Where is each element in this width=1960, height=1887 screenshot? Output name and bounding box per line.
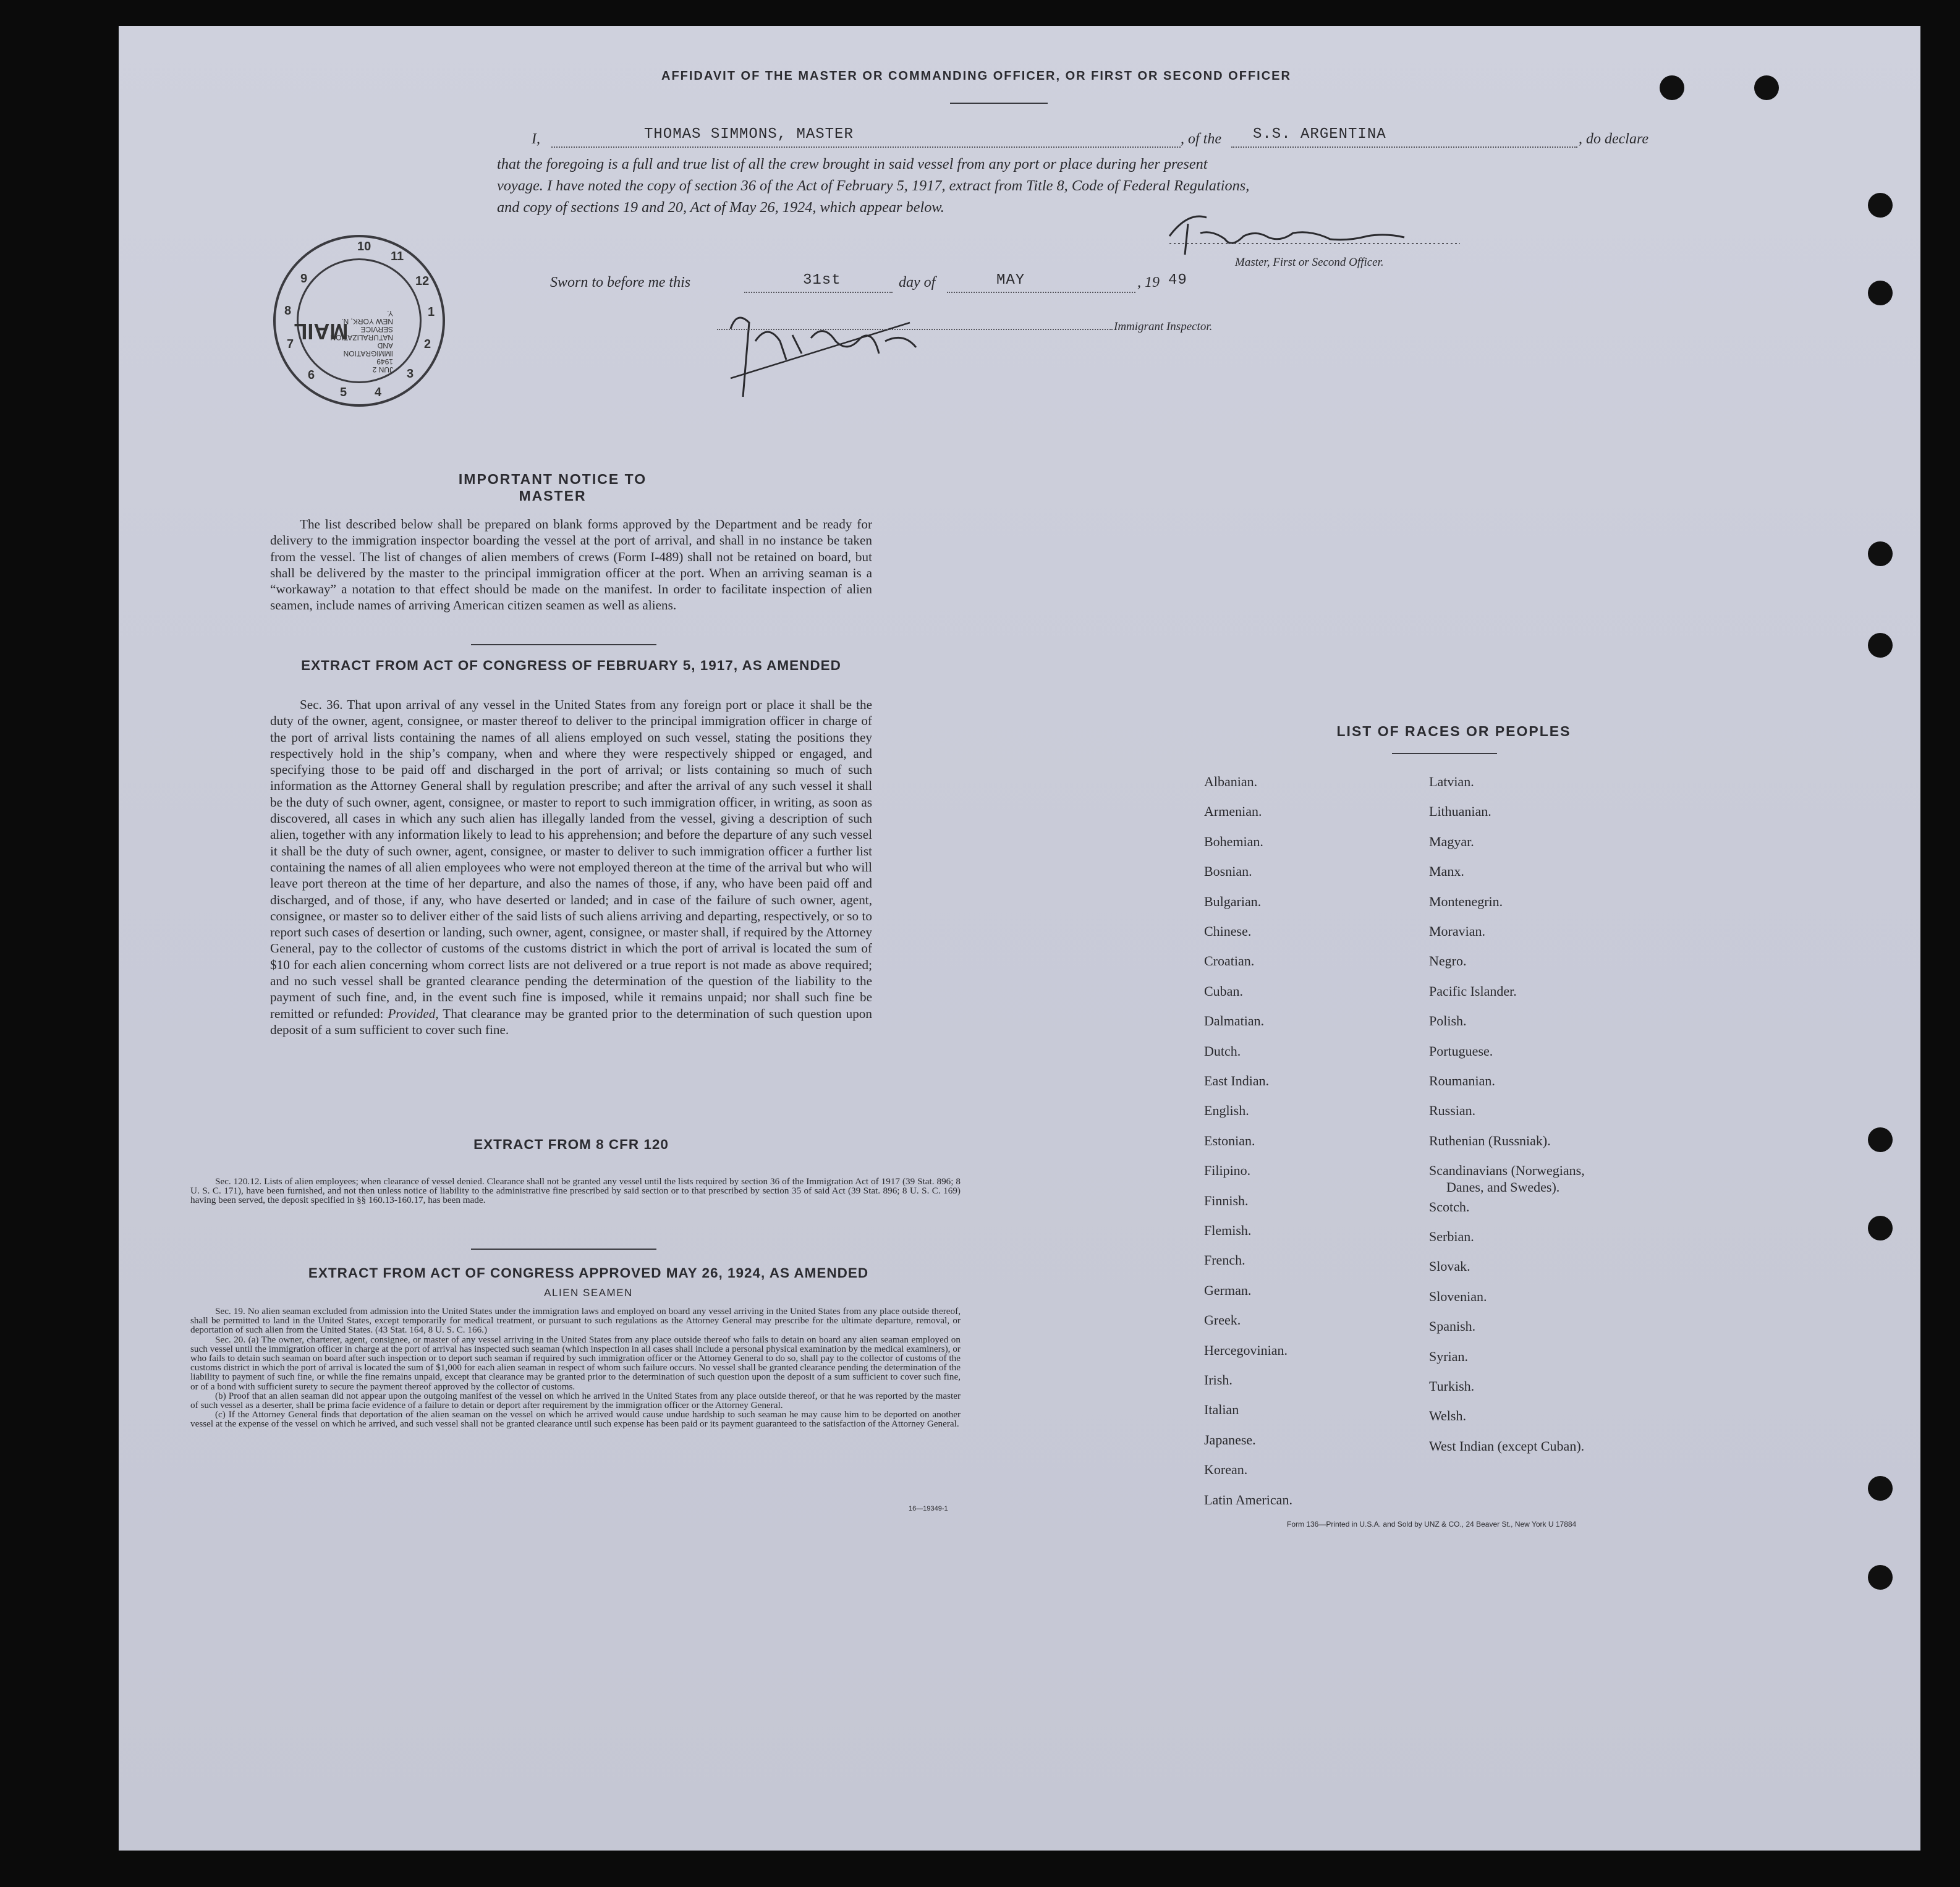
sec36-provided: Provided, [388, 1006, 439, 1021]
stamp-ring-number: 5 [340, 386, 347, 399]
sworn-label: Sworn to before me this [550, 274, 691, 290]
master-name-line [551, 146, 1181, 148]
race-item: Pacific Islander. [1429, 983, 1517, 999]
notice-body [270, 516, 872, 614]
stamp-ring-number: 6 [308, 368, 315, 382]
race-item: Serbian. [1429, 1229, 1474, 1244]
notice-divider [471, 644, 656, 645]
notice-text: The list described below shall be prepared on blank forms approved by the Department and be ready for delivery to the immigration inspector boarding the vessel at the port of arrival, and shall in no instance be taken from the vessel. The list of changes of alien members of crews (Form I-489) shall not be retained on board, but shall be delivered by the master to the principal immigration officer at the port. When an arriving seaman is a “workaway” a notation to that effect should be made on the manifest. In order to facilitate inspection of alien seamen, include names of arriving American citizen seamen as well as aliens. [270, 517, 872, 613]
race-item: Russian. [1429, 1103, 1476, 1119]
punch-hole [1868, 193, 1893, 218]
cfr-body [190, 1177, 961, 1205]
sworn-month: MAY [996, 272, 1025, 289]
extract1924-subtitle: ALIEN SEAMEN [544, 1287, 633, 1299]
extract1924-code: 16—19349-1 [909, 1505, 948, 1512]
stamp-ring-number: 2 [424, 337, 431, 351]
stamp-ring-number: 7 [287, 337, 294, 351]
do-declare-label: , do declare [1579, 131, 1649, 147]
extract1924-body [190, 1307, 961, 1429]
stamp-mail-text: MAIL [294, 318, 349, 344]
affidavit-statement-1: that the foregoing is a full and true list of all the crew brought in said vessel from any port or place during her present [497, 156, 1208, 172]
race-item: Filipino. [1204, 1163, 1251, 1179]
race-item: Croatian. [1204, 953, 1255, 969]
punch-hole [1868, 1216, 1893, 1240]
sec20b-text: (b) Proof that an alien seaman did not appear upon the outgoing manifest of the vessel on which he arrived in the United States from any place outside thereof, or that he was reported by the master of such vessel as a deserter, shall be prima facie evidence of a failure to detain or deport after requirement by the immigration officer or the Attorney General. [190, 1390, 961, 1411]
inspector-signature-graphic [694, 286, 1040, 403]
sworn-day: 31st [803, 272, 841, 289]
vessel-name: S.S. ARGENTINA [1253, 126, 1386, 143]
race-item: East Indian. [1204, 1073, 1270, 1088]
race-item: Slovak. [1429, 1258, 1470, 1274]
race-item: Dalmatian. [1204, 1013, 1265, 1029]
punch-hole [1868, 541, 1893, 566]
master-signature-caption: Master, First or Second Officer. [1235, 256, 1384, 269]
race-item: Finnish. [1204, 1192, 1249, 1208]
race-item: Scandinavians (Norwegians, [1429, 1163, 1585, 1179]
race-item: Italian [1204, 1402, 1239, 1418]
title-underline [950, 103, 1048, 104]
mail-stamp [273, 235, 445, 407]
inspector-caption: Immigrant Inspector. [1114, 320, 1213, 333]
extract1924-title: EXTRACT FROM ACT OF CONGRESS APPROVED MAY 26, 1924, AS AMENDED [308, 1265, 869, 1281]
stamp-ring-number: 12 [415, 274, 430, 288]
master-name: THOMAS SIMMONS, MASTER [644, 126, 854, 143]
inspector-line [717, 329, 1113, 330]
cfr-text: Sec. 120.12. Lists of alien employees; when clearance of vessel denied. Clearance shall not be granted any vessel until the lists required by section 36 of the Immigration Act of 1917 (39 Stat. 896; 8 U. S. C. 171), have been furnished, and not then unless notice of liability to the administrative fine prescribed by said section or to that prescribed by section 35 of said Act (39 Stat. 896; 8 U. S. C. 169) having been served, the deposit specified in §§ 160.13-160.17, has been made. [190, 1176, 961, 1206]
race-item: Bulgarian. [1204, 893, 1262, 909]
race-item: Cuban. [1204, 983, 1243, 999]
affidavit-statement-2: voyage. I have noted the copy of section 36 of the Act of February 5, 1917, extract from Title 8, Code of Federal Regulations, [497, 177, 1250, 194]
extract1917-body [270, 697, 872, 1038]
punch-hole [1868, 281, 1893, 305]
race-item: Slovenian. [1429, 1288, 1487, 1304]
race-item: Manx. [1429, 863, 1464, 880]
affidavit-statement-3: and copy of sections 19 and 20, Act of May 26, 1924, which appear below. [497, 199, 944, 216]
race-item: Greek. [1204, 1312, 1241, 1328]
stamp-ring-number: 9 [300, 272, 308, 286]
race-item: Roumanian. [1429, 1073, 1495, 1088]
races-title: LIST OF RACES OR PEOPLES [1336, 723, 1571, 739]
race-item: Magyar. [1429, 833, 1474, 849]
race-item: Welsh. [1429, 1408, 1466, 1424]
race-item: Armenian. [1204, 804, 1262, 820]
cfr-divider [471, 1249, 656, 1250]
punch-hole [1868, 1565, 1893, 1590]
day-of-label: day of [899, 274, 936, 290]
stamp-line: SERVICE [360, 325, 393, 334]
master-signature-graphic [1163, 205, 1460, 261]
race-item: Syrian. [1429, 1348, 1468, 1364]
stamp-ring-number: 8 [284, 304, 292, 318]
race-item: German. [1204, 1282, 1252, 1298]
i-label: I, [532, 131, 540, 147]
race-item: Moravian. [1429, 923, 1486, 939]
stamp-line: JUN 2 [372, 365, 393, 374]
race-item: Hercegovinian. [1204, 1342, 1288, 1358]
year-prefix: , 19 [1137, 274, 1160, 290]
race-item: Dutch. [1204, 1043, 1241, 1059]
stamp-ring-number: 10 [357, 240, 371, 253]
stamp-inner-text [330, 268, 393, 374]
race-item: Spanish. [1429, 1318, 1476, 1334]
punch-hole [1868, 633, 1893, 658]
inspector-signature [694, 286, 1040, 403]
race-item: French. [1204, 1252, 1245, 1268]
race-item: Latin American. [1204, 1491, 1292, 1507]
punch-hole [1868, 1476, 1893, 1501]
sec36-text [270, 697, 872, 1038]
extract1917-title: EXTRACT FROM ACT OF CONGRESS OF FEBRUARY 5, 1917, AS AMENDED [301, 658, 841, 673]
document-page [119, 26, 1920, 1851]
race-item: Lithuanian. [1429, 804, 1491, 820]
sec36-main: Sec. 36. That upon arrival of any vessel in the United States from any foreign port or place it shall be the duty of the owner, agent, consignee, or master thereof to deliver to the principal immigration officer in charge of the port of arrival lists containing the names of all aliens employed on such vessel, stating the positions they respectively hold in the ship’s company, when and where they were respectively shipped or engaged, and specifying those to be paid off and discharged in the port of arrival; or lists containing so much of such information as the Attorney General shall by regulation prescribe; and after the arrival of any such vessel it shall be the duty of such owner, agent, consignee, or master to report to such immigration officer, in writing, as soon as discovered, all cases in which any such alien has illegally landed from the vessel, giving a description of such alien, together with any information likely to lead to his apprehension; and before the departure of any such vessel it shall be the duty of such owner, agent, consignee, or master to deliver to such immigration officer a further list containing the names of all alien employees who were not employed thereon at the time of the arrival but who will leave port thereon at the time of her departure, and also the names of those, if any, who have been paid off and discharged, and of those, if any, who have deserted or landed; and in case of the failure of such owner, agent, consignee, or master so to deliver either of the said lists of such aliens arriving and departing, respectively, or so to report such cases of desertion or landing, such owner, agent, consignee, or master shall, if required by the Attorney General, pay to the collector of customs of the customs district in which the port of arrival is located the sum of $10 for each alien concerning whom correct lists are not delivered or a true report is not made as above required; and no such vessel shall be granted clearance pending the determination of the question of the liability to the payment of such fine, and, in the event such fine is imposed, while it remains unpaid; nor shall such fine be remitted or refunded: [270, 697, 872, 1021]
race-item: Bosnian. [1204, 863, 1252, 880]
race-item: Montenegrin. [1429, 893, 1503, 909]
race-item: West Indian (except Cuban). [1429, 1438, 1585, 1454]
race-item: Korean. [1204, 1462, 1248, 1478]
affidavit-title: AFFIDAVIT OF THE MASTER OR COMMANDING OFFICER, OR FIRST OR SECOND OFFICER [661, 69, 1291, 83]
cfr-title: EXTRACT FROM 8 CFR 120 [473, 1137, 669, 1152]
race-item: Negro. [1429, 953, 1467, 969]
stamp-ring-number: 3 [407, 367, 414, 381]
race-item: Turkish. [1429, 1378, 1475, 1394]
race-item: English. [1204, 1103, 1249, 1119]
race-item: Japanese. [1204, 1431, 1256, 1448]
race-item: Latvian. [1429, 774, 1474, 789]
stamp-ring-number: 4 [375, 386, 382, 399]
year-suffix: 49 [1168, 272, 1187, 289]
punch-hole [1660, 75, 1684, 100]
stamp-line: 1949 [376, 357, 393, 366]
sec19-text: Sec. 19. No alien seaman excluded from admission into the United States under the immigration laws and employed on board any vessel arriving in the United States from any place outside thereof, shall be permitted to land in the United States, except temporarily for medical treatment, or pursuant to such regulations as the Attorney General may prescribe for the ultimate departure, removal, or deportation of such alien from the United States. (43 Stat. 164, 8 U. S. C. 166.) [190, 1306, 961, 1336]
vessel-name-line [1231, 146, 1577, 148]
sec36-tail: That clearance may be granted prior to the determination of such question upon deposit of a sum sufficient to cover such fine. [270, 1006, 872, 1037]
stamp-ring-number: 11 [391, 250, 404, 263]
race-item: Scotch. [1429, 1198, 1470, 1215]
race-item: Irish. [1204, 1372, 1232, 1388]
punch-hole [1868, 1127, 1893, 1152]
printer-footer: Form 136—Printed in U.S.A. and Sold by UNZ & CO., 24 Beaver St., New York U 17884 [1287, 1520, 1577, 1529]
race-item: Danes, and Swedes). [1446, 1179, 1560, 1195]
race-item: Albanian. [1204, 774, 1258, 789]
race-item: Polish. [1429, 1013, 1467, 1029]
stamp-line: NATURALIZATION [330, 333, 393, 342]
race-item: Flemish. [1204, 1223, 1252, 1238]
race-item: Estonian. [1204, 1132, 1255, 1148]
races-divider [1392, 753, 1497, 754]
punch-hole [1754, 75, 1779, 100]
stamp-ring-number: 1 [428, 305, 435, 319]
master-signature [1163, 205, 1460, 261]
sec20c-text: (c) If the Attorney General finds that deportation of the alien seaman on the vessel on which he arrived would cause undue hardship to such seaman he may cause him to be deported on another vessel at the expense of the vessel on which he arrived, and such vessel shall not be granted clearance until such expense has been paid or its payment guaranteed to the satisfaction of the Attorney General. [190, 1409, 961, 1430]
of-the-label: , of the [1181, 131, 1221, 147]
sec20a-text: Sec. 20. (a) The owner, charterer, agent, consignee, or master of any vessel arriving in the United States from any place outside thereof who fails to detain on board any alien seaman employed on such vessel until the immigration officer in charge at the port of arrival has inspected such seaman (which inspection in all cases shall include a personal physical examination by the medical examiners), or who fails to detain such seaman on board after such inspection or to deport such seaman if required by such immigration officer or the Attorney General to do so, shall pay to the collector of customs of the customs district in which the port of arrival is located the sum of $1,000 for each alien seaman in respect of whom such failure occurs. No vessel shall be granted clearance pending the determination of the liability to payment of such fine, or while the fine remains unpaid, except that clearance may be granted prior to the determination of such question upon the deposit of a sum sufficient to cover such fine, or of a bond with sufficient surety to secure the payment thereof approved by the collector of customs. [190, 1334, 961, 1392]
stamp-line: IMMIGRATION AND [343, 341, 393, 358]
race-item: Ruthenian (Russniak). [1429, 1132, 1551, 1148]
stamp-line: NEW YORK, N. Y. [341, 309, 393, 326]
race-item: Portuguese. [1429, 1043, 1493, 1059]
race-item: Bohemian. [1204, 833, 1263, 849]
notice-title: IMPORTANT NOTICE TO MASTER [458, 471, 647, 504]
race-item: Chinese. [1204, 923, 1252, 939]
